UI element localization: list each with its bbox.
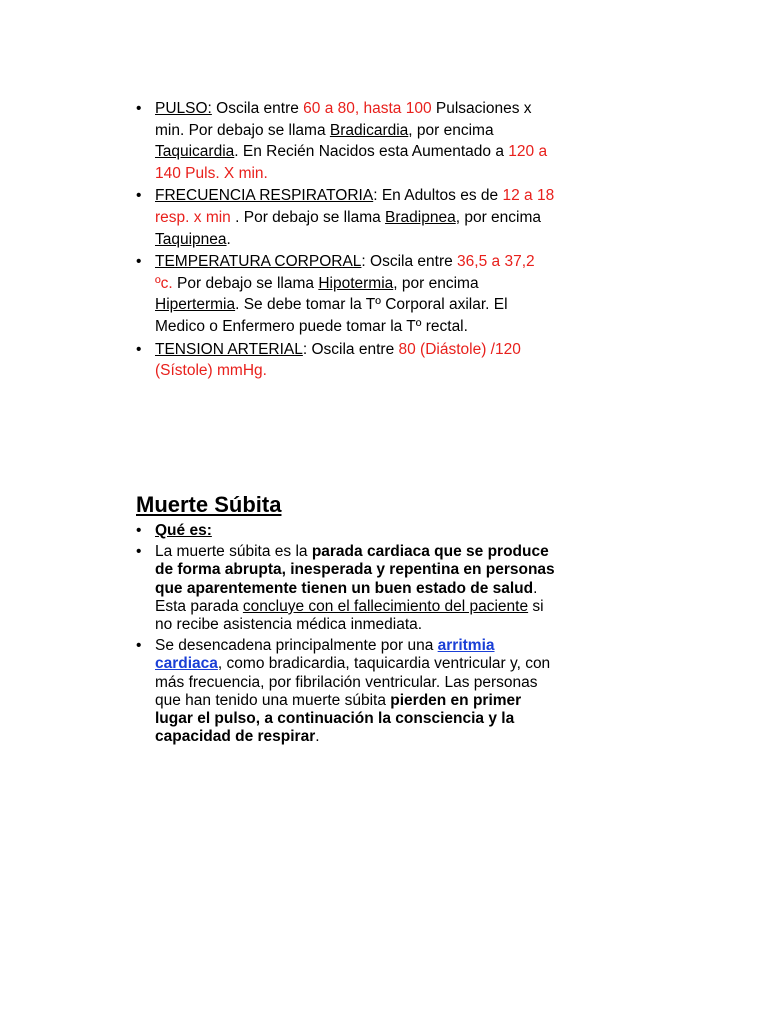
list-item-temperatura — [136, 251, 556, 337]
bullet: • — [136, 340, 142, 358]
text: . En Recién Nacidos esta Aumentado a — [234, 143, 509, 161]
bullet: • — [136, 522, 142, 539]
list-item-tension — [136, 339, 556, 382]
underlined-text: concluye con el fallecimiento del paciente — [242, 597, 529, 615]
text: : En Adultos es de — [373, 187, 503, 205]
value-frecuencia-range: 12 a 18 resp. x min — [155, 187, 555, 226]
value-temperatura-range: 36,5 a 37,2 ºc. — [155, 253, 535, 292]
bullet: • — [136, 187, 142, 205]
list-item-que-es — [136, 522, 556, 540]
text: , por encima — [408, 121, 494, 139]
term-frecuencia: FRECUENCIA RESPIRATORIA — [155, 187, 374, 205]
text: . Se debe tomar la Tº Corporal axilar. El Medico o Enfermero puede tomar la Tº rectal. — [155, 296, 508, 335]
bullet: • — [136, 637, 142, 655]
term-tension: TENSION ARTERIAL — [155, 340, 303, 358]
bullet: • — [136, 100, 142, 117]
text: . Esta parada — [155, 579, 538, 615]
text: Se desencadena principalmente por una — [155, 637, 438, 655]
text: Oscila entre — [211, 100, 304, 117]
bullet: • — [136, 543, 142, 561]
bold-text: parada cardiaca que se produce de forma abrupta, inesperada y repentina en personas que aparentemente tienen un buen estado de salud — [155, 543, 555, 597]
term-bradipnea: Bradipnea — [385, 208, 456, 226]
bullet: • — [136, 253, 142, 271]
list-item-frecuencia — [136, 185, 556, 250]
list-item-definicion — [136, 543, 556, 634]
bold-text: pierden en primer lugar el pulso, a continuación la consciencia y la capacidad de respirar — [155, 691, 522, 746]
value-pulso-range: 60 a 80, hasta 100 — [303, 100, 432, 117]
text: . — [226, 230, 231, 248]
list-item-pulso — [136, 98, 556, 184]
text: si no recibe asistencia médica inmediata. — [155, 597, 544, 634]
term-temperatura: TEMPERATURA CORPORAL — [155, 253, 362, 271]
term-hipertermia: Hipertermia — [155, 296, 236, 314]
text: , como bradicardia, taquicardia ventricular y, con más frecuencia, por fibrilación ventricular. Las personas que han tenido una muerte súbita — [155, 655, 551, 709]
text: : Oscila entre — [302, 340, 399, 358]
text: . Por debajo se llama — [230, 208, 386, 226]
text: , por encima — [393, 274, 479, 292]
vital-signs-list — [136, 98, 556, 383]
text: Por debajo se llama — [172, 274, 319, 292]
term-taquipnea: Taquipnea — [155, 230, 227, 248]
term-hipotermia: Hipotermia — [318, 274, 394, 292]
text: . — [315, 728, 320, 746]
muerte-subita-list — [136, 522, 556, 749]
text: , por encima — [455, 208, 542, 226]
text: La muerte súbita es la — [155, 543, 312, 561]
section-heading: Muerte Súbita — [136, 492, 282, 517]
value-tension-range: 80 (Diástole) /120 (Sístole) mmHg. — [155, 340, 521, 380]
subheading-que-es: Qué es: — [155, 522, 212, 539]
term-taquicardia: Taquicardia — [155, 143, 235, 161]
text: : Oscila entre — [361, 253, 458, 271]
value-pulso-newborn: 120 a 140 Puls. X min. — [155, 143, 548, 182]
term-bradicardia: Bradicardia — [329, 121, 409, 139]
text: Pulsaciones x min. Por debajo se llama — [155, 100, 532, 139]
arritmia-cardiaca-link[interactable]: arritmia cardiaca — [155, 637, 495, 673]
list-item-causa — [136, 637, 556, 746]
term-pulso: PULSO: — [155, 100, 212, 117]
